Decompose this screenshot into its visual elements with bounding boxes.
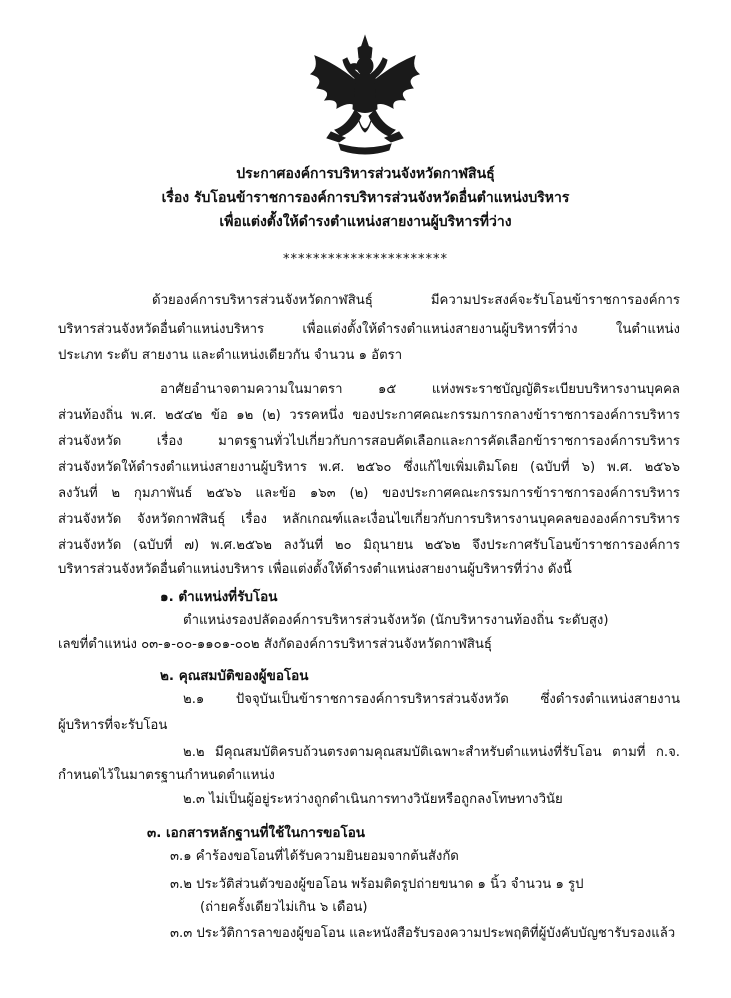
para2-line: บริหารส่วนจังหวัดอื่นตำแหน่งบริหาร เพื่อแต่งตั้งให้ดำรงตำแหน่งสายงานผู้บริหารที่ว่าง ดังนี้ bbox=[58, 562, 572, 577]
section1-heading: ๑. ตำแหน่งที่รับโอน bbox=[160, 589, 278, 605]
section3-item: ๓.๒ ประวัติส่วนตัวของผู้ขอโอน พร้อมติดรูปถ่ายขนาด ๑ นิ้ว จำนวน ๑ รูป bbox=[170, 877, 584, 892]
para2-line: ลงวันที่ ๒ กุมภาพันธ์ ๒๕๖๖ และข้อ ๑๖๓ (๒) ของประกาศคณะกรรมการข้าราชการองค์การบริหาร bbox=[58, 486, 680, 501]
announcement-subject-cont: เพื่อแต่งตั้งให้ดำรงตำแหน่งสายงานผู้บริหารที่ว่าง bbox=[219, 214, 512, 230]
section2-item: กำหนดไว้ในมาตรฐานกำหนดตำแหน่ง bbox=[58, 768, 275, 783]
para2-line: ส่วนท้องถิ่น พ.ศ. ๒๕๔๒ ข้อ ๑๒ (๒) วรรคหนึ่ง ของประกาศคณะกรรมการกลางข้าราชการองค์การบริหาร bbox=[58, 408, 680, 423]
section3-item: (ถ่ายครั้งเดียวไม่เกิน ๖ เดือน) bbox=[200, 900, 368, 915]
section2-item: ผู้บริหารที่จะรับโอน bbox=[58, 718, 168, 733]
announcement-title: ประกาศองค์การบริหารส่วนจังหวัดกาฬสินธุ์ bbox=[236, 166, 495, 182]
para1-line: ด้วยองค์การบริหารส่วนจังหวัดกาฬสินธุ์ มีความประสงค์จะรับโอนข้าราชการองค์การ bbox=[152, 293, 680, 308]
separator: ********************** bbox=[283, 252, 448, 267]
para2-line: ส่วนจังหวัด (ฉบับที่ ๗) พ.ศ.๒๕๖๒ ลงวันที่ ๒๐ มิถุนายน ๒๕๖๒ จึงประกาศรับโอนข้าราชการองค์การ bbox=[58, 538, 680, 553]
section3-item: ๓.๑ คำร้องขอโอนที่ได้รับความยินยอมจากต้นสังกัด bbox=[170, 849, 459, 864]
section2-heading: ๒. คุณสมบัติของผู้ขอโอน bbox=[160, 668, 309, 684]
para2-line: อาศัยอำนาจตามความในมาตรา ๑๕ แห่งพระราชบัญญัติระเบียบบริหารงานบุคคล bbox=[160, 382, 680, 397]
para1-line: ประเภท ระดับ สายงาน และตำแหน่งเดียวกัน จำนวน ๑ อัตรา bbox=[58, 348, 403, 363]
para2-line: ส่วนจังหวัด จังหวัดกาฬสินธุ์ เรื่อง หลักเกณฑ์และเงื่อนไขเกี่ยวกับการบริหารงานบุคคลขององค์การบริหาร bbox=[58, 512, 680, 527]
section2-item: ๒.๓ ไม่เป็นผู้อยู่ระหว่างถูกดำเนินการทางวินัยหรือถูกลงโทษทางวินัย bbox=[183, 792, 563, 807]
section1-line: เลขที่ตำแหน่ง ๐๓-๑-๐๐-๑๑๐๑-๐๐๒ สังกัดองค์การบริหารส่วนจังหวัดกาฬสินธุ์ bbox=[58, 637, 492, 652]
para2-line: ส่วนจังหวัดให้ดำรงตำแหน่งสายงานผู้บริหาร พ.ศ. ๒๕๖๐ ซึ่งแก้ไขเพิ่มเติมโดย (ฉบับที่ ๖) พ.ศ. ๒๕๖๖ bbox=[58, 460, 680, 475]
para2-line: ส่วนจังหวัด เรื่อง มาตรฐานทั่วไปเกี่ยวกับการสอบคัดเลือกและการคัดเลือกข้าราชการองค์การบริหาร bbox=[58, 434, 680, 449]
section3-item: ๓.๓ ประวัติการลาของผู้ขอโอน และหนังสือรับรองความประพฤติที่ผู้บังคับบัญชารับรองแล้ว bbox=[170, 926, 676, 941]
section2-item: ๒.๑ ปัจจุบันเป็นข้าราชการองค์การบริหารส่วนจังหวัด ซึ่งดำรงตำแหน่งสายงาน bbox=[183, 692, 680, 707]
section3-heading: ๓. เอกสารหลักฐานที่ใช้ในการขอโอน bbox=[147, 825, 366, 841]
garuda-emblem-icon bbox=[305, 34, 425, 159]
section1-line: ตำแหน่งรองปลัดองค์การบริหารส่วนจังหวัด (นักบริหารงานท้องถิ่น ระดับสูง) bbox=[183, 613, 609, 628]
para1-line: บริหารส่วนจังหวัดอื่นตำแหน่งบริหาร เพื่อแต่งตั้งให้ดำรงตำแหน่งสายงานผู้บริหารที่ว่าง ในตำแหน่ง bbox=[58, 322, 680, 337]
announcement-subject: เรื่อง รับโอนข้าราชการองค์การบริหารส่วนจังหวัดอื่นตำแหน่งบริหาร bbox=[161, 190, 570, 206]
section2-item: ๒.๒ มีคุณสมบัติครบถ้วนตรงตามคุณสมบัติเฉพาะสำหรับตำแหน่งที่รับโอน ตามที่ ก.จ. bbox=[183, 745, 680, 760]
